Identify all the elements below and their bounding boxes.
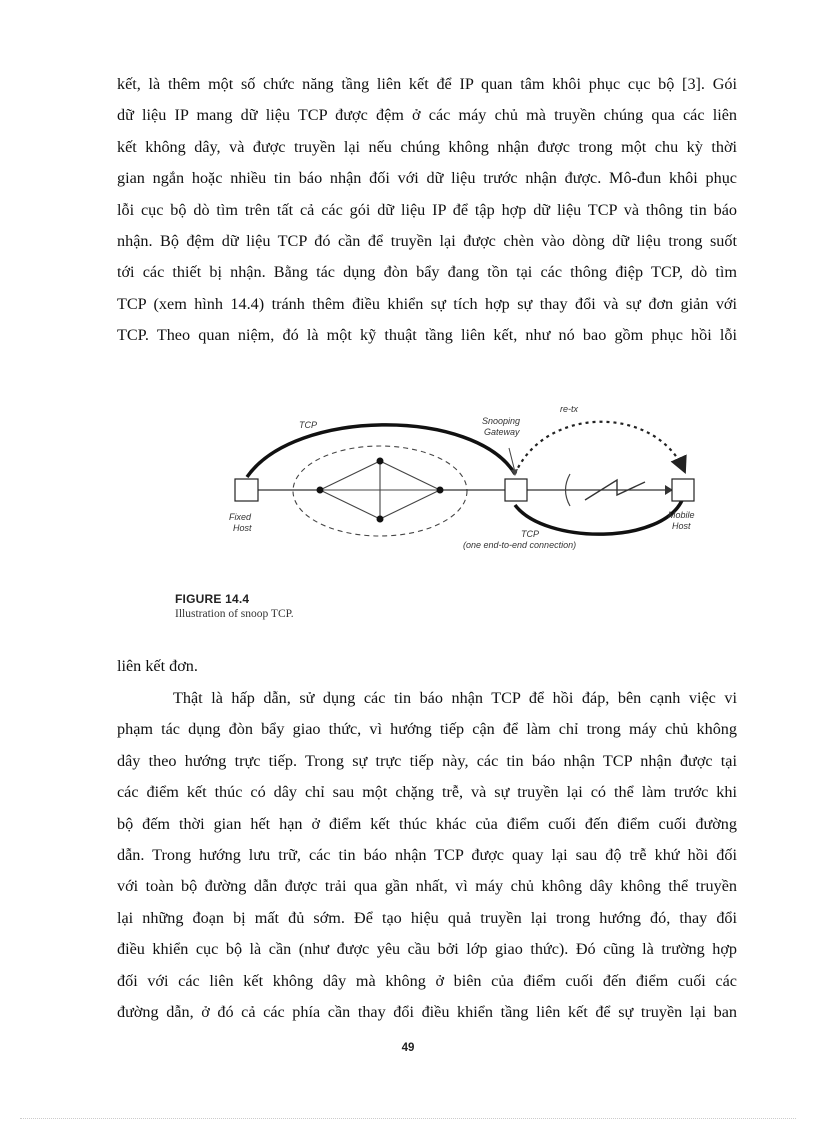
figure-caption-text: Illustration of snoop TCP. bbox=[175, 608, 294, 620]
snooping-gateway-box bbox=[505, 479, 527, 501]
retransmission-arc bbox=[515, 422, 684, 474]
paragraph-line: kết không dây, và được truyền lại nếu chúng không nhận được trong một chu kỳ thời bbox=[117, 137, 737, 156]
paragraph-line: đường dẫn, ở đó cả các phía cần thay đổi điều khiển tầng liên kết để sự truyền lại ban bbox=[117, 1003, 737, 1022]
paragraph-2 bbox=[117, 651, 737, 682]
paragraph-first-line-text: Thật là hấp dẫn, sử dụng các tin báo nhận TCP để hồi đáp, bên cạnh việc vi bbox=[173, 689, 737, 707]
paragraph-line bbox=[117, 683, 737, 714]
fixed-host-box bbox=[235, 479, 258, 501]
paragraph-line: lại những đoạn bị mất đủ sớm. Để tạo hiệu quả truyền lại trong hướng đó, thay đổi bbox=[117, 908, 737, 927]
network-node bbox=[377, 458, 384, 465]
paragraph-line: TCP. Theo quan niệm, đó là một kỹ thuật tầng liên kết, như nó bao gồm phục hồi lỗi bbox=[117, 326, 737, 345]
tcp-bottom-label: TCP bbox=[521, 529, 539, 539]
network-edge bbox=[320, 490, 380, 519]
paragraph-line: đối với các liên kết không dây mà không ở biên của điểm cuối đến điểm cuối các bbox=[117, 971, 737, 990]
snoop-tcp-diagram bbox=[225, 400, 735, 560]
mobile-host-label-line2: Host bbox=[672, 521, 691, 531]
figure-caption-title: FIGURE 14.4 bbox=[175, 592, 250, 606]
paragraph-3 bbox=[117, 683, 737, 1028]
paragraph-line: phạm tác dụng đòn bẩy giao thức, vì hướng tiếp cận để làm chỉ trong máy chủ không bbox=[117, 720, 737, 739]
paragraph-line: lỗi cục bộ dò tìm trên tất cả các gói dữ liệu IP để tập hợp dữ liệu TCP và thông tin báo bbox=[117, 200, 737, 219]
paragraph-1 bbox=[117, 69, 737, 352]
network-edge bbox=[380, 490, 440, 519]
fixed-host-label-line2: Host bbox=[233, 523, 252, 533]
paragraph-line: các điểm kết thúc có dây chỉ sau một chặng trễ, và sự truyền lại có thể làm trước khi bbox=[117, 783, 737, 802]
gateway-label: Gateway bbox=[484, 427, 520, 437]
network-node bbox=[377, 516, 384, 523]
fixed-host-label-line1: Fixed bbox=[229, 512, 252, 522]
paragraph-line: tới các thiết bị nhận. Bằng tác dụng đòn bẩy đang tồn tại các thông điệp TCP, dò tìm bbox=[117, 263, 737, 282]
paragraph-line: TCP (xem hình 14.4) tránh thêm điều khiển sự tích hợp sự thay đổi và sự đơn giản với bbox=[117, 294, 737, 313]
tcp-top-label: TCP bbox=[299, 420, 317, 430]
network-edge bbox=[380, 461, 440, 490]
page-bottom-divider bbox=[20, 1118, 796, 1119]
paragraph-line: kết, là thêm một số chức năng tầng liên kết để IP quan tâm khôi phục cục bộ [3]. Gói bbox=[117, 75, 737, 93]
figure-caption bbox=[175, 592, 294, 620]
tcp-connection-arc-bottom bbox=[515, 498, 683, 534]
mobile-host-box bbox=[672, 479, 694, 501]
page-number: 49 bbox=[401, 1042, 415, 1054]
paragraph-line: nhận. Bộ đệm dữ liệu TCP đó cần để truyền lại được chèn vào dòng dữ liệu trong suốt bbox=[117, 232, 737, 251]
paragraph-line: điều khiển cục bộ là cần (như được yêu cầu bởi lớp giao thức). Đó cũng là trường hợp bbox=[117, 940, 737, 959]
network-edge bbox=[320, 461, 380, 490]
paragraph-line: dây theo hướng trực tiếp. Trong sự trực tiếp này, các tin báo nhận TCP nhận được tại bbox=[117, 751, 737, 770]
paragraph-line: liên kết đơn. bbox=[117, 657, 198, 675]
mobile-host-label-line1: Mobile bbox=[668, 510, 695, 520]
paragraph-line: với toàn bộ đường dẫn được trải qua gần nhất, vì máy chủ không dây không thể truyền bbox=[117, 877, 737, 896]
paragraph-line: dẫn. Trong hướng lưu trữ, các tin báo nhận TCP được quay lại sau độ trễ khứ hồi đối bbox=[117, 846, 737, 865]
snoop-tcp-figure bbox=[225, 400, 735, 560]
paragraph-line: dữ liệu IP mang dữ liệu TCP được đệm ở các máy chủ mà truyền chúng qua các liên bbox=[117, 106, 737, 125]
network-node bbox=[317, 487, 324, 494]
snooping-label: Snooping bbox=[482, 416, 521, 426]
connection-note-label: (one end-to-end connection) bbox=[463, 540, 577, 550]
retx-label: re-tx bbox=[560, 404, 578, 414]
paragraph-line: gian ngắn hoặc nhiều tin báo nhận đối với dữ liệu trước nhận được. Mô-đun khôi phục bbox=[117, 169, 737, 188]
tcp-connection-arc-top bbox=[247, 425, 515, 477]
paragraph-line: bộ đếm thời gian hết hạn ở điểm kết thúc khác của điểm cuối đến điểm cuối đường bbox=[117, 814, 737, 833]
network-node bbox=[437, 487, 444, 494]
